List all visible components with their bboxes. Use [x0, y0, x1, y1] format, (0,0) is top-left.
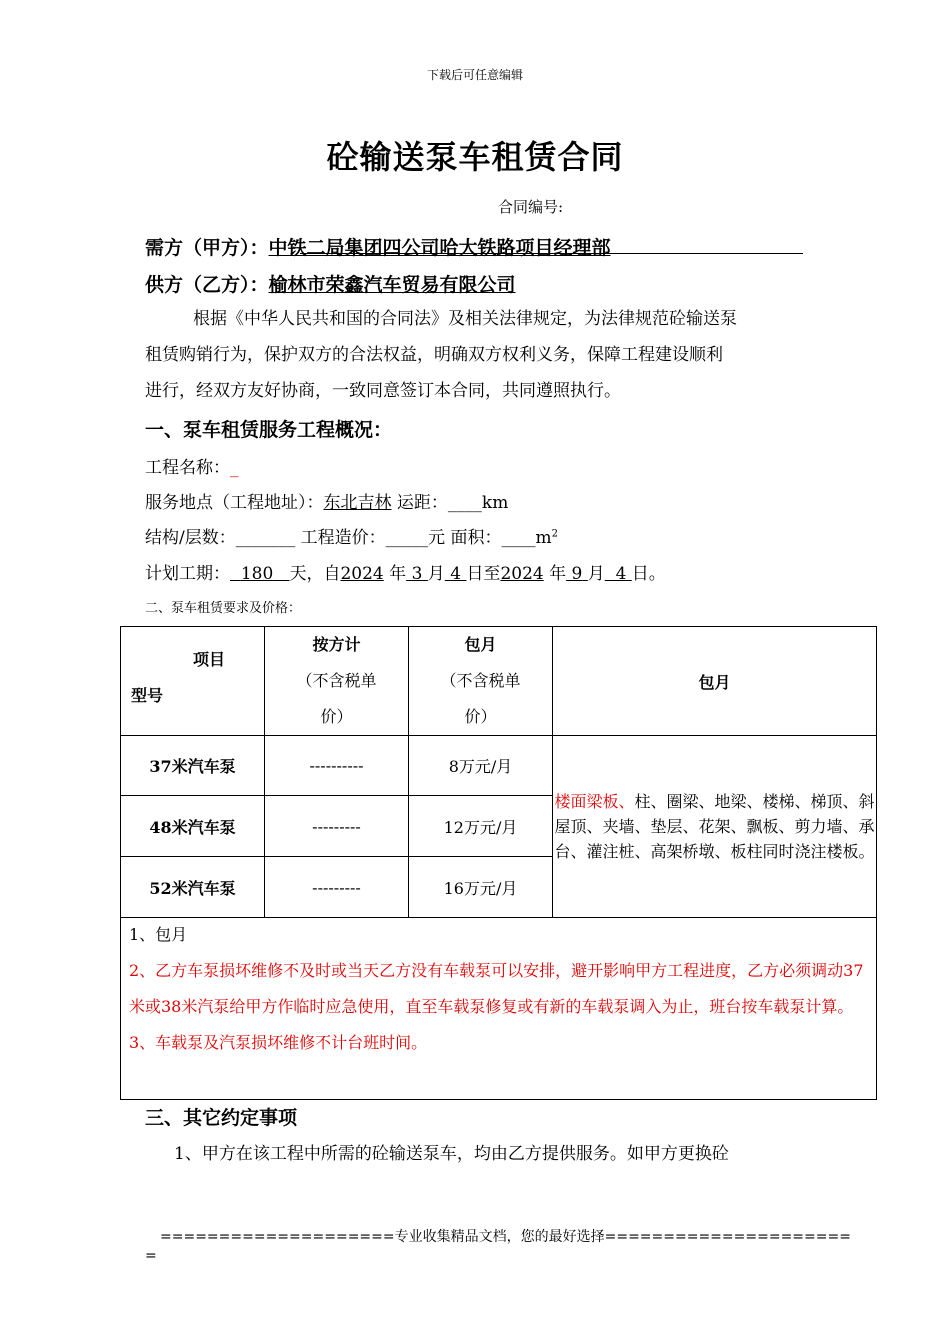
- party-b-value: 榆林市荣鑫汽车贸易有限公司: [268, 274, 516, 296]
- contract-number-label: 合同编号:: [498, 198, 564, 216]
- party-a: [145, 233, 611, 260]
- end-month: 9: [571, 564, 583, 584]
- location-value: 东北吉林: [323, 493, 392, 513]
- day-end-label: 日。: [631, 564, 666, 584]
- area-label: 面积：: [450, 528, 502, 548]
- header-per-m3: 按方计 （不含税单 价）: [265, 627, 409, 736]
- schedule-label: 计划工期：: [145, 564, 230, 584]
- price-table: [120, 626, 877, 918]
- header-model: 型号: [131, 686, 164, 705]
- section-3-item-1: 1、甲方在该工程中所需的砼输送泵车，均由乙方提供服务。如甲方更换砼: [174, 1144, 729, 1164]
- distance-label: 运距：: [396, 493, 448, 513]
- start-day: 4: [450, 564, 462, 584]
- location-line: [145, 488, 508, 513]
- distance-unit: km: [481, 493, 509, 513]
- header-monthly-scope: 包月: [553, 627, 877, 736]
- header-note: 下载后可任意编辑: [426, 68, 523, 82]
- table-row: [121, 736, 877, 796]
- project-name-line: [145, 453, 239, 478]
- end-day: 4: [615, 564, 627, 584]
- page-title: 砼输送泵车租赁合同: [326, 138, 624, 176]
- header-monthly: 包月 （不含税单 价）: [409, 627, 553, 736]
- intro-line-1: 根据《中华人民共和国的合同法》及相关法律规定，为法律规范砼输送泵: [193, 309, 737, 329]
- notes-box: [120, 917, 877, 1100]
- location-label: 服务地点（工程地址）：: [145, 493, 324, 513]
- cost-unit: 元: [428, 528, 446, 548]
- note-3: 3、车载泵及汽泵损坏维修不计台班时间。: [129, 1033, 428, 1052]
- schedule-line: [145, 559, 666, 584]
- scope-description: [553, 736, 877, 918]
- intro-paragraph: [145, 301, 810, 409]
- cost-value: _____: [385, 528, 429, 548]
- scope-text: 柱、圈梁、地梁、楼梯、梯顶、斜屋顶、夹墙、垫层、花架、飘板、剪力墙、承台、灌注桩、高架桥墩、板柱同时浇注楼板。: [554, 792, 875, 861]
- party-b: [145, 270, 516, 297]
- structure-label: 结构/层数：: [145, 528, 236, 548]
- party-a-value: 中铁二局集团四公司哈大铁路项目经理部: [268, 237, 611, 259]
- area-unit-sup: 2: [551, 528, 559, 540]
- header-item: 项目: [193, 650, 226, 669]
- row-monthly: 12万元/月: [409, 796, 553, 857]
- row-per-m3: ----------: [265, 736, 409, 796]
- header-item-model: [121, 627, 265, 736]
- month-label-1: 月: [427, 564, 445, 584]
- month-label-2: 月: [587, 564, 605, 584]
- area-value: ____: [501, 528, 536, 548]
- start-month: 3: [411, 564, 423, 584]
- area-unit: m: [535, 528, 552, 548]
- year-label-2: 年: [549, 564, 567, 584]
- end-year: 2024: [500, 564, 544, 584]
- row-model: 48米汽车泵: [121, 796, 265, 857]
- row-per-m3: ---------: [265, 857, 409, 918]
- cost-label: 工程造价：: [300, 528, 386, 548]
- row-monthly: 8万元/月: [409, 736, 553, 796]
- section-1-title: 一、泵车租赁服务工程概况：: [145, 419, 393, 441]
- project-name-value: _: [230, 458, 239, 478]
- schedule-days: 180: [240, 564, 274, 584]
- row-model: 37米汽车泵: [121, 736, 265, 796]
- distance-value: ____: [447, 493, 482, 513]
- to-label: 日至: [466, 564, 501, 584]
- table-header-row: [121, 627, 877, 736]
- row-per-m3: ---------: [265, 796, 409, 857]
- start-year: 2024: [340, 564, 384, 584]
- note-1: 1、包月: [129, 925, 188, 944]
- intro-line-3: 进行，经双方友好协商，一致同意签订本合同，共同遵照执行。: [145, 381, 621, 401]
- footer-line-2: =: [145, 1248, 157, 1264]
- project-name-label: 工程名称：: [145, 458, 230, 478]
- section-3-title: 三、其它约定事项: [145, 1107, 298, 1129]
- party-a-underline: [300, 253, 803, 254]
- structure-line: [145, 523, 558, 548]
- party-a-label: 需方（甲方）：: [145, 237, 269, 259]
- section-2-title: 二、泵车租赁要求及价格：: [145, 601, 302, 616]
- party-b-label: 供方（乙方）：: [145, 274, 269, 296]
- structure-value: _______: [235, 528, 296, 548]
- year-label-1: 年: [389, 564, 407, 584]
- scope-red-text: 楼面梁板、: [554, 792, 635, 811]
- row-monthly: 16万元/月: [409, 857, 553, 918]
- row-model: 52米汽车泵: [121, 857, 265, 918]
- days-unit: 天，自: [289, 564, 341, 584]
- note-2: 2、乙方车泵损坏维修不及时或当天乙方没有车载泵可以安排，避开影响甲方工程进度，乙方必须调动37米或38米汽泵给甲方作临时应急使用，直至车载泵修复或有新的车载泵调入为止，班台按车载泵计算。: [129, 961, 864, 1016]
- intro-line-2: 租赁购销行为，保护双方的合法权益，明确双方权利义务，保障工程建设顺利: [145, 345, 723, 365]
- footer-line: ====================专业收集精品文档，您的最好选择=====================: [160, 1229, 851, 1245]
